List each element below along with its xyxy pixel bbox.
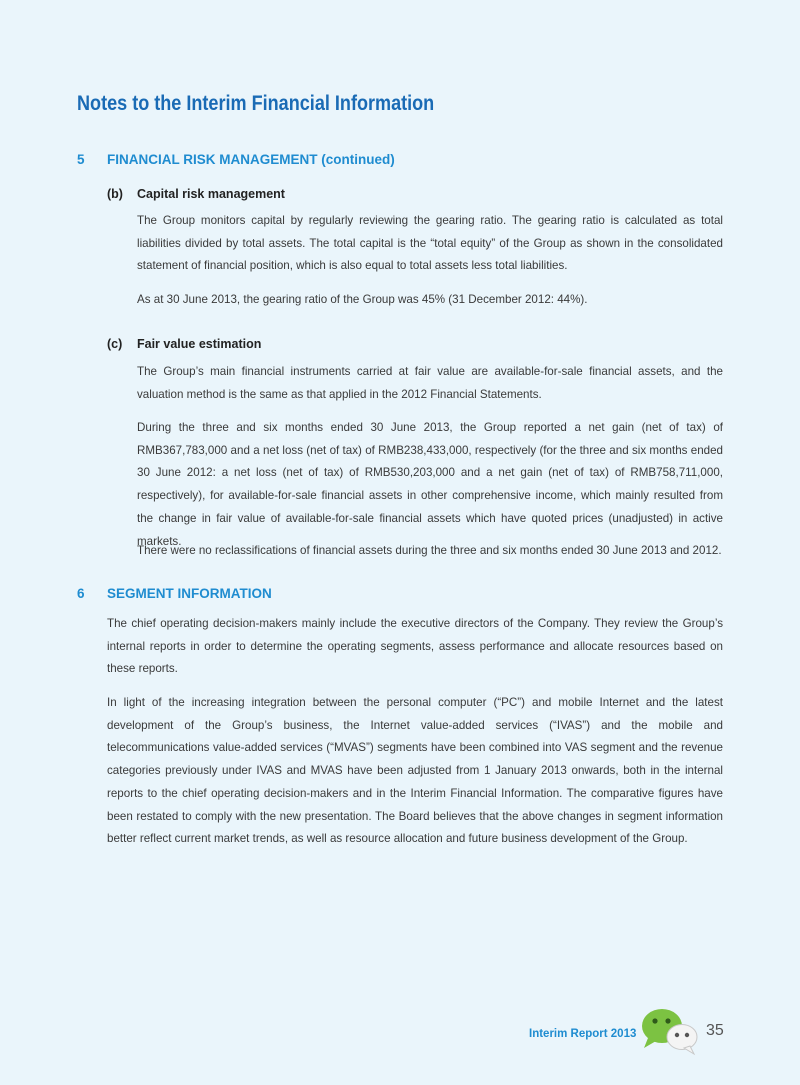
subsection-title: Fair value estimation	[137, 337, 262, 351]
paragraph: The Group monitors capital by regularly reviewing the gearing ratio. The gearing ratio is calculated as total liabilities divided by total assets. The total capital is the “total equity” of the Group as shown in the consolidated statement of financial position, which is also equal to total assets less total liabilities.	[137, 214, 723, 273]
paragraph: During the three and six months ended 30 June 2013, the Group reported a net gain (net of tax) of RMB367,783,000 and a net loss (net of tax) of RMB238,433,000, respectively (for the three and six months ended 30 June 2012: a net loss (net of tax) of RMB530,203,000 and a net gain (net of tax) of RMB758,711,000, respectively), for available-for-sale financial assets in other comprehensive income, which mainly resulted from the change in fair value of available-for-sale financial assets which have quoted prices (unadjusted) in active markets.	[137, 421, 723, 548]
subsection-title: Capital risk management	[137, 187, 285, 201]
section-number: 5	[77, 152, 85, 167]
subsection-label: (c)	[107, 337, 123, 351]
subsection-b-heading	[107, 187, 285, 201]
paragraph: The chief operating decision-makers mainly include the executive directors of the Company. They review the Group’s internal reports in order to determine the operating segments, assess performance and allocate resources based on these reports.	[107, 617, 723, 676]
paragraph: In light of the increasing integration between the personal computer (“PC”) and mobile Internet and the latest development of the Group’s business, the Internet value-added services (“IVAS”) and the mobile and telecommunications value-added services (“MVAS”) segments have been combined into VAS segment and the revenue categories previously under IVAS and MVAS have been adjusted from 1 January 2013 onwards, both in the internal reports to the chief operating decision-makers and in the Interim Financial Information. The comparative figures have been restated to comply with the new presentation. The Board believes that the above changes in segment information better reflect current market trends, as well as resource allocation and future business development of the Group.	[107, 696, 723, 846]
footer-report-label: Interim Report 2013	[529, 1028, 637, 1040]
section-number: 6	[77, 586, 85, 601]
subsection-c-heading	[107, 337, 261, 351]
page-title: Notes to the Interim Financial Information	[77, 92, 435, 115]
paragraph: There were no reclassifications of financial assets during the three and six months ended 30 June 2013 and 2012.	[137, 544, 722, 557]
subsection-label: (b)	[107, 187, 123, 201]
section-6-heading	[77, 586, 272, 601]
chat-bubbles-icon	[638, 1004, 700, 1056]
page-number: 35	[706, 1022, 724, 1039]
paragraph: As at 30 June 2013, the gearing ratio of the Group was 45% (31 December 2012: 44%).	[137, 293, 588, 306]
paragraph: The Group’s main financial instruments carried at fair value are available-for-sale financial assets, and the valuation method is the same as that applied in the 2012 Financial Statements.	[137, 365, 723, 401]
section-title: SEGMENT INFORMATION	[107, 586, 272, 601]
section-title: FINANCIAL RISK MANAGEMENT (continued)	[107, 152, 395, 167]
section-5-heading	[77, 152, 395, 167]
